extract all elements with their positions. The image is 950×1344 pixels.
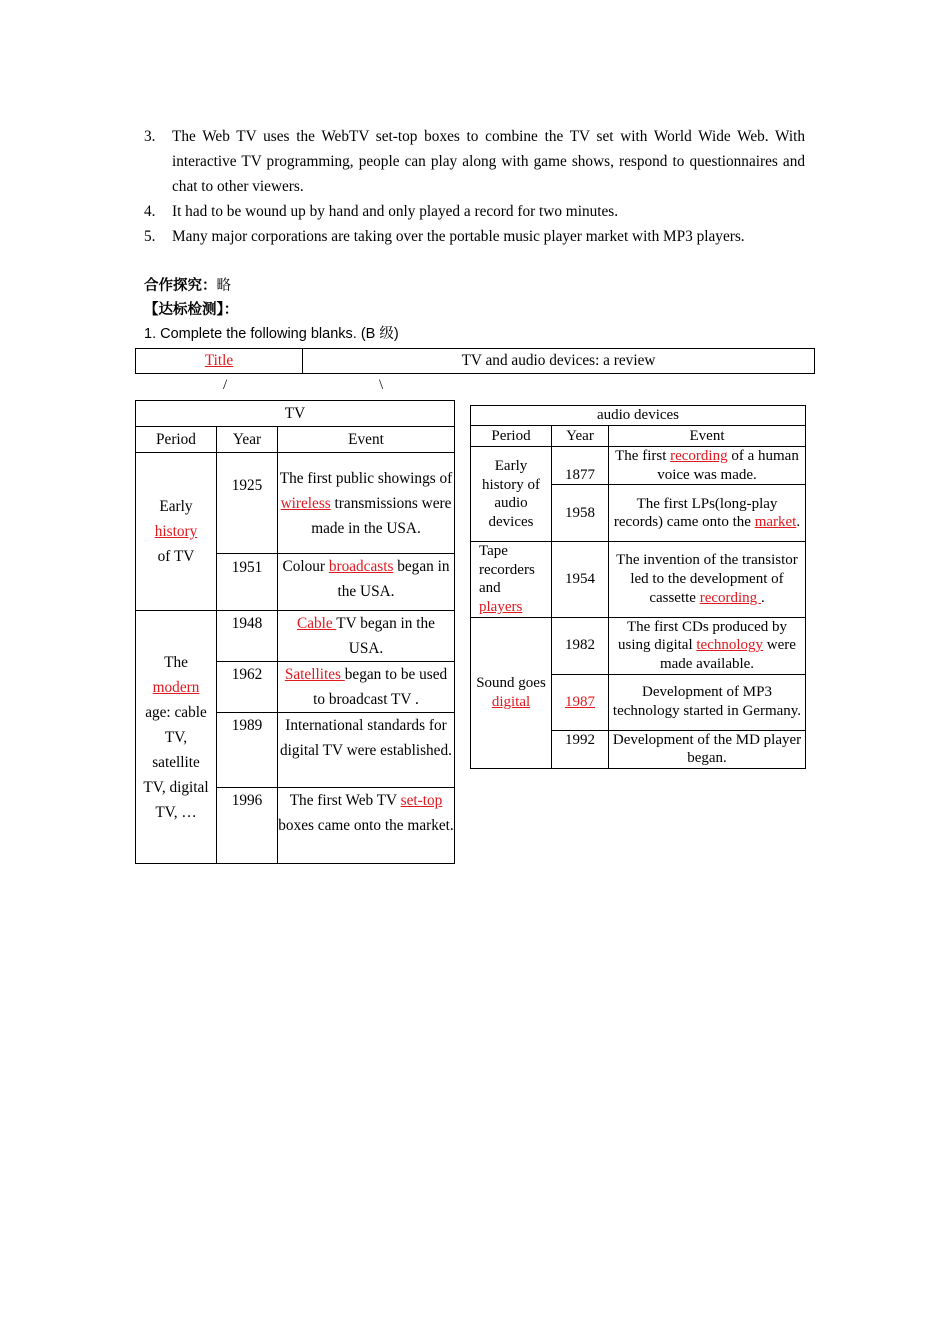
cooperation-value: 略 xyxy=(216,278,231,294)
tv-col-year: Year xyxy=(217,427,278,453)
answer-1987: 1987 xyxy=(565,693,595,710)
answer-recording: recording xyxy=(670,448,728,464)
check-heading-text: 【达标检测】： xyxy=(144,302,239,318)
list-text: It had to be wound up by hand and only played a record for two minutes. xyxy=(172,203,619,220)
audio-event: The invention of the transistor led to the development of cassette recording . xyxy=(609,542,806,617)
audio-year xyxy=(552,674,609,730)
list-item xyxy=(144,124,805,199)
list-text: The Web TV uses the WebTV set-top boxes to combine the TV set with World Wide Web. With interactive TV programming, people can play along with game shows, respond to questionnaires and chat to other viewers. xyxy=(172,128,805,195)
list-text: Many major corporations are taking over the portable music player market with MP3 players. xyxy=(172,228,745,245)
tv-year: 1951 xyxy=(217,554,278,611)
audio-year: 1992 xyxy=(552,730,609,768)
audio-year: 1877 xyxy=(552,447,609,485)
answer-digital: digital xyxy=(491,693,531,710)
tv-event: Colour broadcasts began in the USA. xyxy=(278,554,455,611)
audio-year: 1958 xyxy=(552,485,609,542)
title-answer: Title xyxy=(204,352,234,369)
answer-cassette-recording: recording xyxy=(699,589,761,606)
tv-col-event: Event xyxy=(278,427,455,453)
answer-players: players xyxy=(479,598,523,615)
audio-col-year: Year xyxy=(552,426,609,447)
answer-modern: modern xyxy=(152,678,200,696)
branch-right: \ xyxy=(379,377,384,393)
list-item xyxy=(144,224,805,249)
list-number: 3. xyxy=(144,128,156,145)
audio-col-event: Event xyxy=(609,426,806,447)
answer-broadcasts: broadcasts xyxy=(328,558,394,575)
list-number: 5. xyxy=(144,228,156,245)
answer-wireless: wireless xyxy=(280,494,331,512)
list-item xyxy=(144,199,805,224)
tv-year: 1996 xyxy=(217,788,278,864)
title-answer-cell xyxy=(136,349,303,374)
title-table xyxy=(135,348,815,374)
audio-event: Development of MP3 technology started in Germany. xyxy=(609,674,806,730)
answer-list xyxy=(144,124,805,249)
list-number: 4. xyxy=(144,203,156,220)
audio-period-digital: Sound goes digital xyxy=(471,617,552,768)
tv-event: International standards for digital TV were established. xyxy=(278,713,455,788)
answer-technology: technology xyxy=(696,637,764,654)
cooperation-label: 合作探究： xyxy=(144,278,217,294)
tv-table xyxy=(135,400,455,864)
answer-history: history xyxy=(154,523,198,540)
audio-year: 1954 xyxy=(552,542,609,617)
audio-col-period: Period xyxy=(471,426,552,447)
tv-event: The first Web TV set-top boxes came onto the market. xyxy=(278,788,455,864)
audio-period-tape: Tape recorders and players xyxy=(471,542,552,617)
tv-col-period: Period xyxy=(136,427,217,453)
tv-period-modern: The modern age: cable TV, satellite TV, digital TV, … xyxy=(136,611,217,864)
answer-cable: Cable xyxy=(297,615,337,632)
tv-event: Cable TV began in the USA. xyxy=(278,611,455,662)
answer-set-top: set-top xyxy=(400,792,443,809)
title-text-cell xyxy=(303,349,815,374)
audio-table xyxy=(470,405,806,769)
title-text: TV and audio devices: a review xyxy=(461,352,656,369)
tv-year: 1962 xyxy=(217,662,278,713)
audio-year: 1982 xyxy=(552,617,609,674)
tv-year: 1948 xyxy=(217,611,278,662)
tv-year: 1925 xyxy=(217,453,278,554)
tv-event: The first public showings of wireless transmissions were made in the USA. xyxy=(278,453,455,554)
audio-event: The first CDs produced by using digital technology were made available. xyxy=(609,617,806,674)
tv-event: Satellites began to be used to broadcast TV . xyxy=(278,662,455,713)
answer-satellites: Satellites xyxy=(284,666,345,683)
tv-year: 1989 xyxy=(217,713,278,788)
tv-header: TV xyxy=(136,401,455,427)
audio-event: The first recording of a human voice was made. xyxy=(609,447,806,485)
audio-event: Development of the MD player began. xyxy=(609,730,806,768)
audio-period-early: Early history of audio devices xyxy=(471,447,552,542)
task-instruction: 1. Complete the following blanks. (B 级) xyxy=(144,326,399,342)
branch-left: / xyxy=(223,377,228,393)
audio-event: The first LPs(long-play records) came onto the market. xyxy=(609,485,806,542)
answer-market: market xyxy=(754,514,797,531)
tv-period-early: Early history of TV xyxy=(136,453,217,611)
cooperation-line xyxy=(144,275,231,297)
check-heading xyxy=(144,299,238,321)
audio-header: audio devices xyxy=(471,406,806,426)
